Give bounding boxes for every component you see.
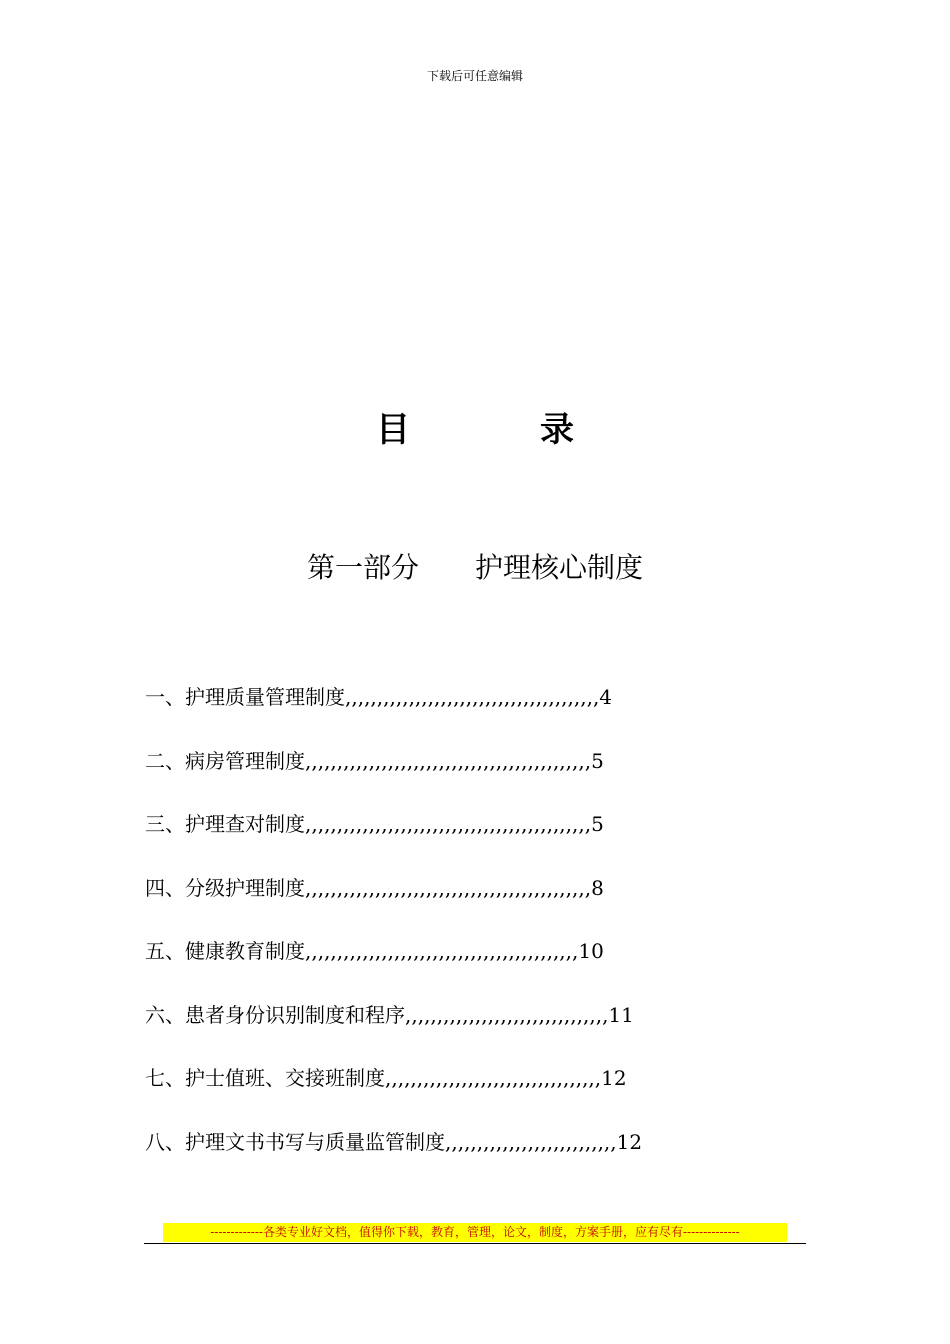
toc-entry: 三、护理查对制度,,,,,,,,,,,,,,,,,,,,,,,,,,,,,,,,,,,,,,,,,,,,,5 bbox=[145, 812, 604, 836]
toc-entry: 六、患者身份识别制度和程序,,,,,,,,,,,,,,,,,,,,,,,,,,,,,,,,11 bbox=[145, 1002, 634, 1027]
toc-entry: 八、护理文书书写与质量监管制度,,,,,,,,,,,,,,,,,,,,,,,,,,,12 bbox=[145, 1129, 643, 1154]
footer-promo-banner: -------------各类专业好文档，值得你下载，教育，管理，论文，制度，方案手册，应有尽有-------------- bbox=[163, 1223, 787, 1242]
section-part-label: 第一部分 bbox=[306, 551, 419, 584]
section-heading bbox=[0, 548, 950, 588]
title-char-right: 录 bbox=[540, 410, 574, 450]
toc-entry: 一、护理质量管理制度,,,,,,,,,,,,,,,,,,,,,,,,,,,,,,,,,,,,,,,,4 bbox=[145, 685, 613, 709]
toc-entry: 二、病房管理制度,,,,,,,,,,,,,,,,,,,,,,,,,,,,,,,,,,,,,,,,,,,,,5 bbox=[145, 748, 604, 773]
toc-entry: 五、健康教育制度,,,,,,,,,,,,,,,,,,,,,,,,,,,,,,,,,,,,,,,,,,,10 bbox=[145, 939, 604, 963]
footer-divider bbox=[144, 1243, 806, 1244]
section-name: 护理核心制度 bbox=[475, 551, 644, 584]
header-note: 下载后可任意编辑 bbox=[426, 69, 523, 83]
document-title bbox=[0, 408, 950, 452]
toc-entry: 七、护士值班、交接班制度,,,,,,,,,,,,,,,,,,,,,,,,,,,,,,,,,,12 bbox=[145, 1066, 627, 1090]
title-char-left: 目 bbox=[376, 410, 410, 450]
toc-entry: 四、分级护理制度,,,,,,,,,,,,,,,,,,,,,,,,,,,,,,,,,,,,,,,,,,,,,8 bbox=[145, 875, 604, 900]
table-of-contents bbox=[145, 680, 825, 1188]
